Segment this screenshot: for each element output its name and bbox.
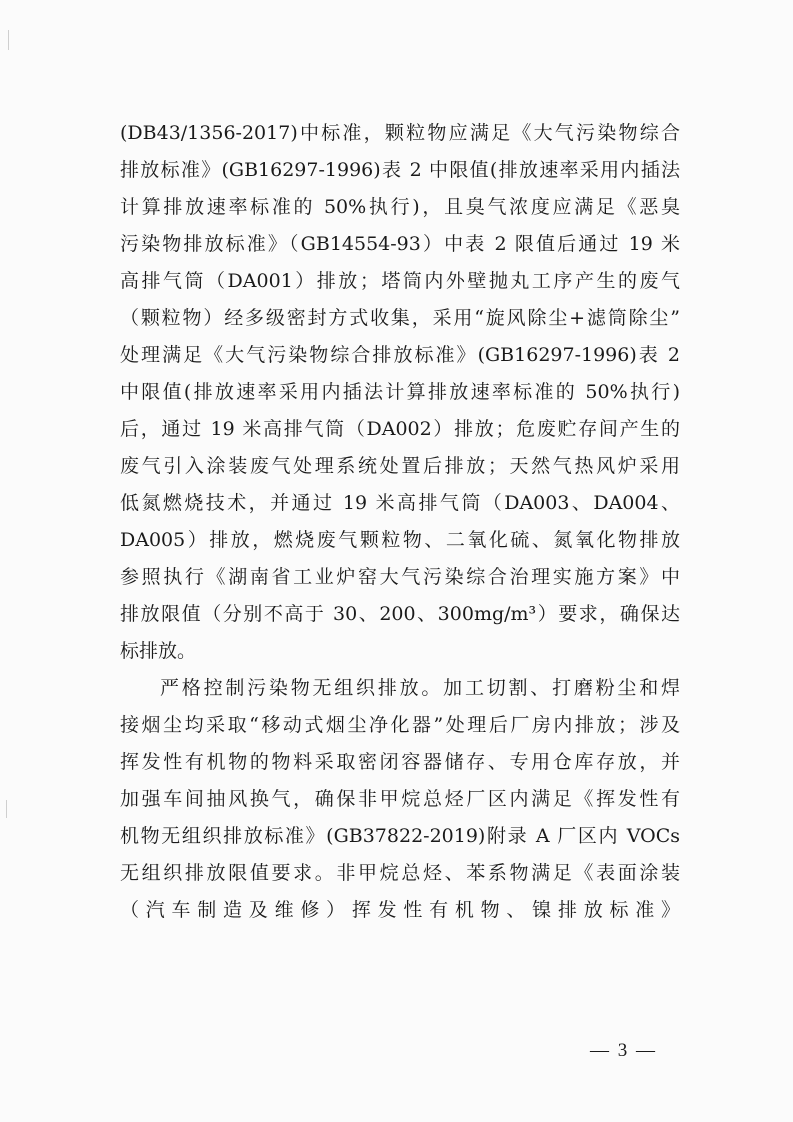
- text-line: 中限值(排放速率采用内插法计算排放速率标准的 50%执行): [120, 381, 680, 403]
- text-line: 低氮燃烧技术，并通过 19 米高排气筒（DA003、DA004、: [120, 492, 680, 514]
- scan-edge-mark: [6, 800, 7, 818]
- text-line: (DB43/1356-2017)中标准，颗粒物应满足《大气污染物综合: [120, 122, 680, 144]
- body-text: [120, 115, 680, 929]
- text-line: 处理满足《大气污染物综合排放标准》(GB16297-1996)表 2: [120, 344, 680, 366]
- text-line: 计算排放速率标准的 50%执行)，且臭气浓度应满足《恶臭: [120, 196, 680, 218]
- text-line: 污染物排放标准》（GB14554-93）中表 2 限值后通过 19 米: [120, 233, 680, 255]
- paragraph-first-line: 严格控制污染物无组织排放。加工切割、打磨粉尘和焊: [160, 677, 680, 699]
- text-line: DA005）排放，燃烧废气颗粒物、二氧化硫、氮氧化物排放: [120, 529, 680, 551]
- text-line: 排放限值（分别不高于 30、200、300mg/m³）要求，确保达: [120, 603, 680, 625]
- text-line: 接烟尘均采取“移动式烟尘净化器”处理后厂房内排放；涉及: [120, 714, 680, 736]
- page-number: — 3 —: [590, 1040, 657, 1061]
- scan-edge-mark: [8, 30, 9, 50]
- text-line: 机物无组织排放标准》(GB37822-2019)附录 A 厂区内 VOCs: [120, 825, 680, 847]
- text-line: 参照执行《湖南省工业炉窑大气污染综合治理实施方案》中: [120, 566, 680, 588]
- text-line: 挥发性有机物的物料采取密闭容器储存、专用仓库存放，并: [120, 751, 680, 773]
- text-line: 后，通过 19 米高排气筒（DA002）排放；危废贮存间产生的: [120, 418, 680, 440]
- text-line: 废气引入涂装废气处理系统处置后排放；天然气热风炉采用: [120, 455, 680, 477]
- text-line: 标排放。: [120, 640, 197, 662]
- text-line: （汽车制造及维修）挥发性有机物、镍排放标准》: [120, 899, 680, 921]
- text-line: 加强车间抽风换气，确保非甲烷总烃厂区内满足《挥发性有: [120, 788, 680, 810]
- text-line: 排放标准》(GB16297-1996)表 2 中限值(排放速率采用内插法: [120, 159, 680, 181]
- text-line: 高排气筒（DA001）排放；塔筒内外壁抛丸工序产生的废气: [120, 270, 680, 292]
- text-line: 无组织排放限值要求。非甲烷总烃、苯系物满足《表面涂装: [120, 862, 680, 884]
- text-line: （颗粒物）经多级密封方式收集，采用“旋风除尘+滤筒除尘”: [120, 307, 680, 329]
